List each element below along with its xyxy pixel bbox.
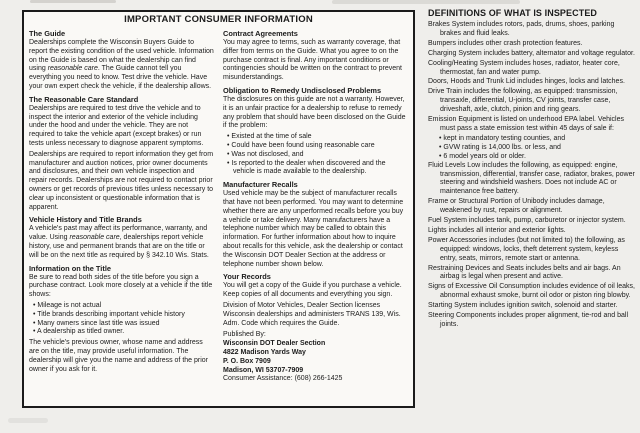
- definition-text: includes battery, alternator and voltage regulator.: [483, 49, 635, 57]
- definition-term: Frame or Structural Portion of Unibody: [428, 198, 550, 206]
- text-run: , dealerships report vehicle history, use and permanent brands that are on the title or will be on the next title as required by § 342.10 Wis. Stats.: [29, 234, 209, 259]
- definition-item: [428, 40, 637, 49]
- definition-item: [428, 237, 637, 264]
- box-title: IMPORTANT CONSUMER INFORMATION: [124, 14, 313, 25]
- paragraph: [29, 339, 214, 374]
- definition-term: Power Accessories: [428, 236, 490, 244]
- text-run: You may agree to terms, such as warranty coverage, that differ from terms on the Guide. What you agree to on the purchase contract is final. Any important conditions or contingencies should be written on the contract to prevent misunderstandings.: [223, 39, 402, 82]
- definition-item: [428, 198, 637, 216]
- text-run: The vehicle's previous owner, whose name and address are on the title, may provide useful information. The dealership will give you the name and address of the prior owner if you ask for it.: [29, 339, 208, 373]
- definition-text: includes the following, as equipped: engine, transmission, differential, transfer case, radiator, brakes, power steering and windshield washers. Does not include AC or maintenance free battery.: [440, 161, 635, 196]
- definition-item: [428, 312, 637, 330]
- definition-text: includes damage, weakened by rust, repairs or alignment.: [440, 198, 605, 215]
- definition-text: includes belts and air bags. An airbag is legal when present and active.: [440, 264, 621, 281]
- paragraph: [29, 225, 214, 260]
- text-run: reasonable care: [69, 234, 120, 242]
- bullet-item: • kept in mandatory testing counties, and: [439, 134, 566, 142]
- text-run: Dealerships are required to report information they get from manufacturer and auction notices, prior owner documents and disclosures, and their own vehicle inspection and repair records. Dealerships are not required to contact prior owners or get records of previous titles unless necessary to clear up inconsistent or questionable information that is apparent.: [29, 150, 214, 211]
- definition-item: [428, 78, 637, 87]
- scan-smudge: [332, 0, 520, 4]
- text-run: A vehicle's past may affect its performance, warranty, and value. Using: [29, 225, 208, 242]
- bullet-item: • Could have been found using reasonable care: [227, 141, 375, 149]
- bullet-item: • Mileage is not actual: [33, 301, 102, 309]
- bullet-item: • Title brands describing important vehicle history: [33, 310, 185, 318]
- definitions-column: [428, 8, 637, 331]
- definition-text: is listed on underhood EPA label. Vehicles must pass a state emission test within 45 days of sale if:: [440, 116, 625, 132]
- section-heading: The Reasonable Care Standard: [29, 94, 139, 104]
- column-middle: [223, 26, 408, 386]
- text-run: . The Guide cannot tell you everything you need to know. Test drive the vehicle. Have your own expert check the vehicle, if the dealership allows.: [29, 65, 212, 90]
- column-left: [29, 26, 214, 386]
- bullet-list: [223, 133, 408, 177]
- publisher-line: P. O. Box 7909: [223, 358, 271, 366]
- publisher-line: Madison, WI 53707-7909: [223, 367, 304, 375]
- text-run: Used vehicle may be the subject of manufacturer recalls that have not been performed. You may want to determine whether there are any unperformed recalls before you buy a vehicle or take delivery. Many manufacturers have a telephone number which may be called to obtain this information. For further information about how to inquire about recalls for this vehicle, ask the dealership or contact the Wisconsin DOT Dealer Section at the address or telephone number shown below.: [223, 190, 404, 268]
- definition-item: [428, 60, 637, 78]
- definition-text: includes the following, as equipped: transmission, transaxle, differential, U-joints, CV joints, transfer case, driveshaft, axle, clutch, pinion and ring gears.: [440, 88, 618, 114]
- section-heading: Your Records: [223, 272, 271, 282]
- definition-item: [428, 50, 637, 59]
- bullet-item: • Existed at the time of sale: [227, 133, 312, 141]
- paragraph: [223, 39, 408, 83]
- consumer-info-box: [22, 10, 415, 408]
- definition-term: Cooling/Heating System: [428, 59, 506, 67]
- definition-term: Fluid Levels Low: [428, 161, 483, 169]
- definition-term: Emission Equipment: [428, 116, 494, 124]
- paragraph: [29, 274, 214, 300]
- definition-item: [428, 88, 637, 115]
- paragraph: [223, 302, 408, 328]
- bullet-item: • GVW rating is 14,000 lbs. or less, and: [439, 143, 561, 151]
- definition-item: [428, 265, 637, 283]
- bullet-item: • A dealership as titled owner.: [33, 328, 125, 336]
- publisher-line: Published By:: [223, 331, 266, 339]
- definition-text: includes all interior and exterior lights.: [448, 226, 566, 234]
- definition-text: includes rotors, pads, drums, shoes, parking brakes and fluid leaks.: [440, 21, 615, 37]
- paragraph: [223, 375, 408, 384]
- section-heading: Contract Agreements: [223, 29, 298, 38]
- definition-item: [428, 283, 637, 301]
- text-run: Dealerships complete the Wisconsin Buyers Guide to report the existing condition of the used vehicle. Information on the Guide is based on what the dealership can find using: [29, 39, 214, 73]
- text-run: Consumer Assistance: (608) 266-1425: [223, 375, 343, 383]
- scan-smudge: [8, 418, 48, 423]
- definition-item: [428, 227, 637, 236]
- definitions-title: DEFINITIONS OF WHAT IS INSPECTED: [428, 8, 598, 18]
- text-run: Dealerships are required to test drive the vehicle and to inspect the interior and exterior of the vehicle including under the hood and under the vehicle. They are not required to take the vehicle apart (except brakes) or run tests unless necessary to diagnose apparent symptoms.: [29, 104, 204, 147]
- definition-text: includes evidence of oil leaks, abnormal exhaust smoke, burnt oil odor or piston ring blowby.: [440, 283, 636, 300]
- paragraph: [29, 105, 214, 149]
- definition-term: Charging System: [428, 49, 484, 57]
- bullet-list: [29, 302, 214, 337]
- definition-text: includes hinges, locks and latches.: [517, 78, 625, 86]
- paragraph: [29, 39, 214, 92]
- definition-item: [428, 116, 637, 134]
- text-run: You will get a copy of the Guide if you purchase a vehicle. Keep copies of all documents and everything you sign.: [223, 282, 402, 299]
- paragraph: [223, 96, 408, 131]
- definition-term: Starting System: [428, 302, 480, 310]
- definition-term: Restraining Devices and Seats: [428, 264, 526, 272]
- box-columns: [29, 26, 408, 386]
- section-heading: Manufacturer Recalls: [223, 180, 298, 190]
- definition-item: [428, 162, 637, 198]
- section-heading: Obligation to Remedy Undisclosed Problems: [223, 85, 382, 95]
- definition-item: [428, 217, 637, 226]
- definition-text: includes other crash protection features.: [457, 39, 583, 47]
- publisher-line: Wisconsin DOT Dealer Section: [223, 340, 326, 348]
- definition-term: Bumpers: [428, 39, 458, 47]
- definition-term: Drive Train: [428, 88, 464, 96]
- definition-term: Lights: [428, 226, 449, 234]
- definition-term: Signs of Excessive Oil Consumption: [428, 283, 543, 291]
- text-run: Be sure to read both sides of the title before you sign a purchase contract. Look more closely at a vehicle if the title shows:: [29, 273, 213, 299]
- bullet-item: • Was not disclosed, and: [227, 150, 304, 158]
- publisher-line: 4822 Madison Yards Way: [223, 349, 306, 357]
- paragraph: [223, 282, 408, 300]
- definition-term: Doors, Hoods and Trunk Lid: [428, 78, 518, 86]
- text-run: reasonable care: [47, 65, 98, 73]
- bullet-item: • Many owners since last title was issued: [33, 319, 160, 327]
- paragraph: [223, 190, 408, 269]
- text-run: Division of Motor Vehicles, Dealer Section licenses Wisconsin dealerships and administers TRANS 139, Wis. Adm. Code which requires the Guide.: [223, 301, 401, 327]
- definition-item: [428, 302, 637, 311]
- bullet-item: • Is reported to the dealer when discovered and the vehicle is made available to the dealership.: [227, 159, 386, 176]
- definition-term: Steering Components: [428, 312, 498, 320]
- definition-text: includes hoses, radiator, heater core, thermostat, fan and water pump.: [440, 59, 620, 76]
- section-heading: The Guide: [29, 29, 66, 38]
- section-heading: Information on the Title: [29, 263, 111, 273]
- definition-term: Brakes System: [428, 21, 478, 28]
- scan-smudge: [30, 0, 116, 3]
- definition-text: includes ignition switch, solenoid and starter.: [479, 302, 618, 310]
- bullet-item: • 6 model years old or older.: [439, 152, 526, 160]
- definition-text: includes tank, pump, carburetor or injector system.: [468, 217, 626, 225]
- section-heading: Vehicle History and Title Brands: [29, 215, 142, 225]
- definition-text: includes (but not limited to) the following, as equipped: windows, locks, theft deterrent system, keyless entry, seats, mirrors, remote start or antenna.: [440, 236, 625, 262]
- definition-term: Fuel System: [428, 217, 469, 225]
- definition-text: includes proper alignment, tie-rod and ball joints.: [440, 312, 629, 328]
- text-run: The disclosures on this guide are not a warranty. However, it is an unfair practice for a dealership to refuse to remedy any problem that should have been disclosed on the Guide if the problem:: [223, 95, 406, 130]
- paragraph: [29, 151, 214, 213]
- definition-item: [428, 21, 637, 39]
